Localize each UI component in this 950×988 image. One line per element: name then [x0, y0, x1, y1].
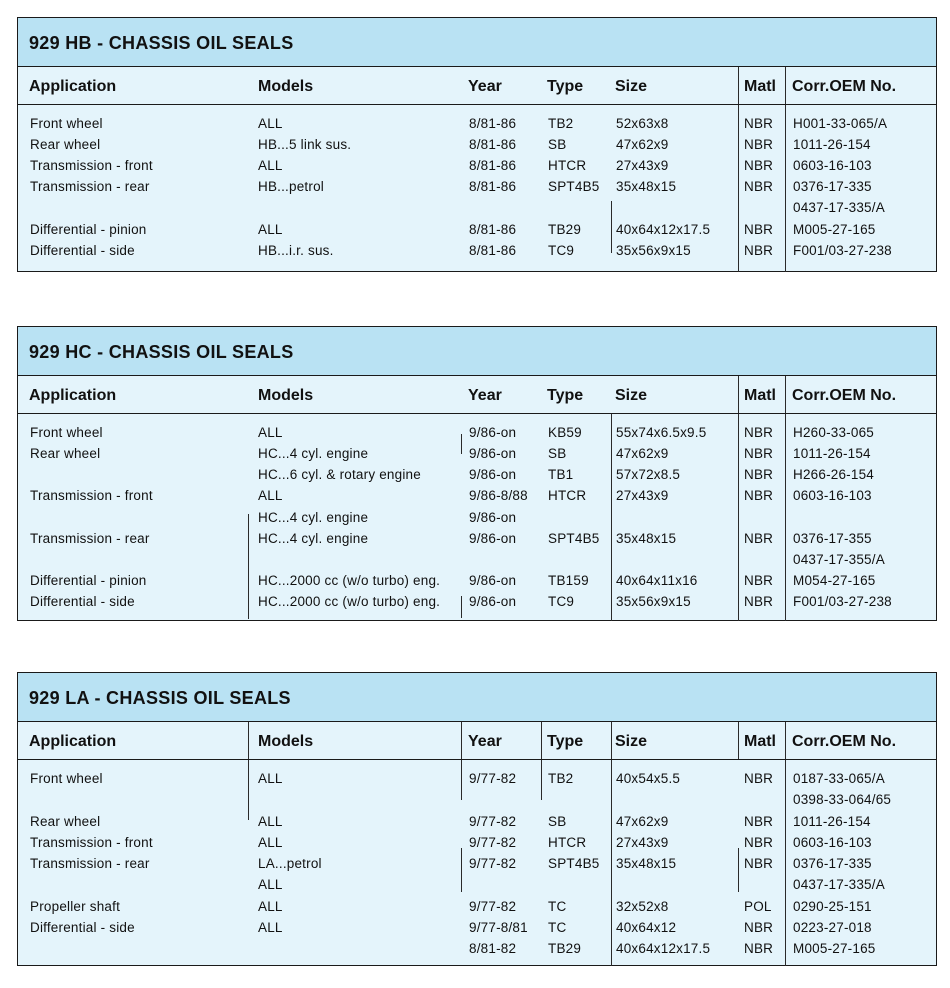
cell-year: 9/86-on [469, 573, 517, 588]
cell-type: TC [548, 899, 567, 914]
cell-application: Rear wheel [30, 446, 101, 461]
cell-matl: NBR [744, 446, 774, 461]
cell-matl: NBR [744, 573, 774, 588]
header-oem: Corr.OEM No. [792, 733, 897, 750]
cell-models: ALL [258, 899, 283, 914]
header-application: Application [29, 78, 117, 95]
column-divider [248, 514, 249, 619]
cell-size: 35x56x9x15 [616, 243, 691, 258]
cell-matl: NBR [744, 116, 774, 131]
cell-matl: NBR [744, 158, 774, 173]
cell-models: ALL [258, 222, 283, 237]
section-title: 929 HB - CHASSIS OIL SEALS [18, 18, 936, 67]
cell-application: Differential - pinion [30, 222, 147, 237]
cell-year: 9/77-82 [469, 856, 517, 871]
cell-matl: NBR [744, 814, 774, 829]
cell-models: ALL [258, 835, 283, 850]
cell-size: 47x62x9 [616, 814, 669, 829]
cell-matl: NBR [744, 488, 774, 503]
cell-models: HC...2000 cc (w/o turbo) eng. [258, 573, 441, 588]
cell-type: TC9 [548, 594, 575, 609]
cell-oem: 0376-17-335 [793, 179, 872, 194]
cell-application: Propeller shaft [30, 899, 121, 914]
header-type: Type [547, 387, 584, 404]
cell-year: 9/77-82 [469, 771, 517, 786]
cell-models: ALL [258, 488, 283, 503]
column-divider [738, 848, 739, 892]
cell-application: Transmission - front [30, 488, 153, 503]
header-size: Size [615, 78, 648, 95]
column-divider [738, 376, 739, 413]
column-divider [611, 414, 612, 621]
column-divider [738, 722, 739, 759]
cell-oem: 0187-33-065/A [793, 771, 885, 786]
cell-matl: NBR [744, 920, 774, 935]
cell-size: 27x43x9 [616, 158, 669, 173]
cell-models: ALL [258, 425, 283, 440]
section-title: 929 HC - CHASSIS OIL SEALS [18, 327, 936, 376]
cell-oem: 0290-25-151 [793, 899, 872, 914]
cell-size: 27x43x9 [616, 488, 669, 503]
column-divider [541, 760, 542, 800]
cell-type: KB59 [548, 425, 582, 440]
cell-size: 47x62x9 [616, 137, 669, 152]
cell-size: 40x64x12x17.5 [616, 941, 711, 956]
cell-models: ALL [258, 771, 283, 786]
cell-year: 9/77-82 [469, 814, 517, 829]
cell-oem: H266-26-154 [793, 467, 875, 482]
cell-oem: 0437-17-335/A [793, 200, 885, 215]
header-matl: Matl [744, 78, 776, 95]
cell-year: 9/86-on [469, 467, 517, 482]
column-divider [611, 760, 612, 966]
cell-year: 8/81-82 [469, 941, 517, 956]
cell-oem: M054-27-165 [793, 573, 876, 588]
cell-size: 57x72x8.5 [616, 467, 681, 482]
cell-application: Front wheel [30, 771, 103, 786]
cell-application: Transmission - front [30, 835, 153, 850]
cell-type: HTCR [548, 835, 587, 850]
column-divider [541, 722, 542, 759]
cell-size: 47x62x9 [616, 446, 669, 461]
cell-oem: 0398-33-064/65 [793, 792, 892, 807]
cell-application: Front wheel [30, 425, 103, 440]
cell-application: Differential - side [30, 243, 135, 258]
cell-application: Transmission - rear [30, 856, 150, 871]
cell-matl: NBR [744, 467, 774, 482]
header-models: Models [258, 78, 314, 95]
cell-size: 40x64x11x16 [616, 573, 698, 588]
cell-type: TB2 [548, 116, 574, 131]
cell-year: 9/86-on [469, 425, 517, 440]
cell-size: 40x64x12x17.5 [616, 222, 711, 237]
column-divider [738, 414, 739, 621]
column-divider [611, 201, 612, 253]
cell-oem: H260-33-065 [793, 425, 875, 440]
cell-size: 40x54x5.5 [616, 771, 681, 786]
table-header [18, 67, 936, 105]
cell-type: HTCR [548, 158, 587, 173]
column-divider [248, 760, 249, 820]
cell-matl: NBR [744, 594, 774, 609]
cell-year: 8/81-86 [469, 137, 517, 152]
table-929-hc [17, 326, 937, 621]
cell-models: HC...2000 cc (w/o turbo) eng. [258, 594, 441, 609]
cell-models: HC...6 cyl. & rotary engine [258, 467, 421, 482]
header-type: Type [547, 733, 584, 750]
cell-oem: H001-33-065/A [793, 116, 888, 131]
cell-application: Transmission - front [30, 158, 153, 173]
cell-oem: 0603-16-103 [793, 835, 872, 850]
cell-oem: 0437-17-355/A [793, 552, 885, 567]
cell-type: SB [548, 446, 567, 461]
cell-size: 40x64x12 [616, 920, 677, 935]
column-divider [785, 67, 786, 104]
cell-models: HC...4 cyl. engine [258, 531, 369, 546]
column-divider [461, 596, 462, 618]
header-matl: Matl [744, 733, 776, 750]
cell-year: 9/86-on [469, 594, 517, 609]
cell-matl: NBR [744, 531, 774, 546]
cell-application: Differential - pinion [30, 573, 147, 588]
column-divider [461, 848, 462, 892]
cell-oem: F001/03-27-238 [793, 594, 892, 609]
header-year: Year [468, 78, 502, 95]
cell-oem: F001/03-27-238 [793, 243, 892, 258]
column-divider [611, 722, 612, 759]
cell-type: TB159 [548, 573, 589, 588]
cell-application: Front wheel [30, 116, 103, 131]
column-divider [785, 105, 786, 272]
cell-application: Rear wheel [30, 814, 101, 829]
cell-application: Rear wheel [30, 137, 101, 152]
column-divider [461, 722, 462, 759]
column-divider [738, 105, 739, 272]
header-size: Size [615, 387, 648, 404]
cell-year: 8/81-86 [469, 116, 517, 131]
cell-type: TC [548, 920, 567, 935]
cell-type: TB1 [548, 467, 574, 482]
column-divider [785, 760, 786, 966]
table-body [18, 105, 936, 272]
cell-oem: 0376-17-355 [793, 531, 872, 546]
cell-oem: 0603-16-103 [793, 158, 872, 173]
column-divider [785, 376, 786, 413]
cell-application: Transmission - rear [30, 531, 150, 546]
cell-application: Differential - side [30, 594, 135, 609]
cell-year: 9/77-82 [469, 899, 517, 914]
header-oem: Corr.OEM No. [792, 78, 897, 95]
cell-models: HB...petrol [258, 179, 324, 194]
cell-year: 8/81-86 [469, 222, 517, 237]
cell-models: ALL [258, 116, 283, 131]
cell-size: 35x56x9x15 [616, 594, 691, 609]
header-oem: Corr.OEM No. [792, 387, 897, 404]
cell-size: 55x74x6.5x9.5 [616, 425, 707, 440]
cell-matl: NBR [744, 941, 774, 956]
column-divider [785, 414, 786, 621]
cell-type: TB29 [548, 222, 582, 237]
cell-matl: NBR [744, 243, 774, 258]
column-divider [461, 760, 462, 800]
cell-type: TB29 [548, 941, 582, 956]
column-divider [461, 434, 462, 454]
header-application: Application [29, 733, 117, 750]
header-year: Year [468, 733, 502, 750]
cell-type: SB [548, 814, 567, 829]
cell-matl: NBR [744, 222, 774, 237]
cell-type: HTCR [548, 488, 587, 503]
header-models: Models [258, 733, 314, 750]
cell-application: Differential - side [30, 920, 135, 935]
cell-matl: POL [744, 899, 772, 914]
cell-size: 52x63x8 [616, 116, 669, 131]
header-size: Size [615, 733, 648, 750]
cell-year: 8/81-86 [469, 158, 517, 173]
cell-models: ALL [258, 814, 283, 829]
header-type: Type [547, 78, 584, 95]
cell-models: ALL [258, 158, 283, 173]
column-divider [248, 722, 249, 759]
cell-type: SPT4B5 [548, 856, 600, 871]
cell-type: TC9 [548, 243, 575, 258]
cell-models: ALL [258, 877, 283, 892]
table-929-la [17, 672, 937, 966]
section-title: 929 LA - CHASSIS OIL SEALS [18, 673, 936, 722]
cell-type: SPT4B5 [548, 531, 600, 546]
table-929-hb [17, 17, 937, 272]
cell-application: Transmission - rear [30, 179, 150, 194]
cell-year: 8/81-86 [469, 179, 517, 194]
cell-models: HC...4 cyl. engine [258, 510, 369, 525]
cell-oem: 0437-17-335/A [793, 877, 885, 892]
cell-models: HC...4 cyl. engine [258, 446, 369, 461]
cell-models: HB...5 link sus. [258, 137, 352, 152]
cell-oem: 1011-26-154 [793, 446, 871, 461]
cell-models: HB...i.r. sus. [258, 243, 334, 258]
header-application: Application [29, 387, 117, 404]
cell-oem: 0376-17-335 [793, 856, 872, 871]
cell-oem: M005-27-165 [793, 941, 876, 956]
cell-year: 9/86-8/88 [469, 488, 528, 503]
cell-type: SB [548, 137, 567, 152]
cell-size: 32x52x8 [616, 899, 669, 914]
cell-matl: NBR [744, 425, 774, 440]
cell-matl: NBR [744, 179, 774, 194]
cell-type: TB2 [548, 771, 574, 786]
cell-oem: 0603-16-103 [793, 488, 872, 503]
table-header [18, 722, 936, 760]
cell-size: 35x48x15 [616, 856, 677, 871]
header-models: Models [258, 387, 314, 404]
cell-year: 8/81-86 [469, 243, 517, 258]
header-year: Year [468, 387, 502, 404]
cell-year: 9/86-on [469, 446, 517, 461]
cell-oem: 1011-26-154 [793, 137, 871, 152]
cell-oem: 1011-26-154 [793, 814, 871, 829]
cell-year: 9/77-8/81 [469, 920, 528, 935]
cell-matl: NBR [744, 137, 774, 152]
cell-models: ALL [258, 920, 283, 935]
table-header [18, 376, 936, 414]
cell-size: 35x48x15 [616, 179, 677, 194]
cell-matl: NBR [744, 835, 774, 850]
table-body [18, 760, 936, 966]
cell-matl: NBR [744, 856, 774, 871]
table-body [18, 414, 936, 621]
cell-size: 35x48x15 [616, 531, 677, 546]
header-matl: Matl [744, 387, 776, 404]
cell-oem: 0223-27-018 [793, 920, 872, 935]
cell-year: 9/86-on [469, 531, 517, 546]
cell-type: SPT4B5 [548, 179, 600, 194]
cell-size: 27x43x9 [616, 835, 669, 850]
cell-year: 9/77-82 [469, 835, 517, 850]
cell-matl: NBR [744, 771, 774, 786]
column-divider [785, 722, 786, 759]
cell-models: LA...petrol [258, 856, 322, 871]
cell-year: 9/86-on [469, 510, 517, 525]
cell-oem: M005-27-165 [793, 222, 876, 237]
column-divider [738, 67, 739, 104]
